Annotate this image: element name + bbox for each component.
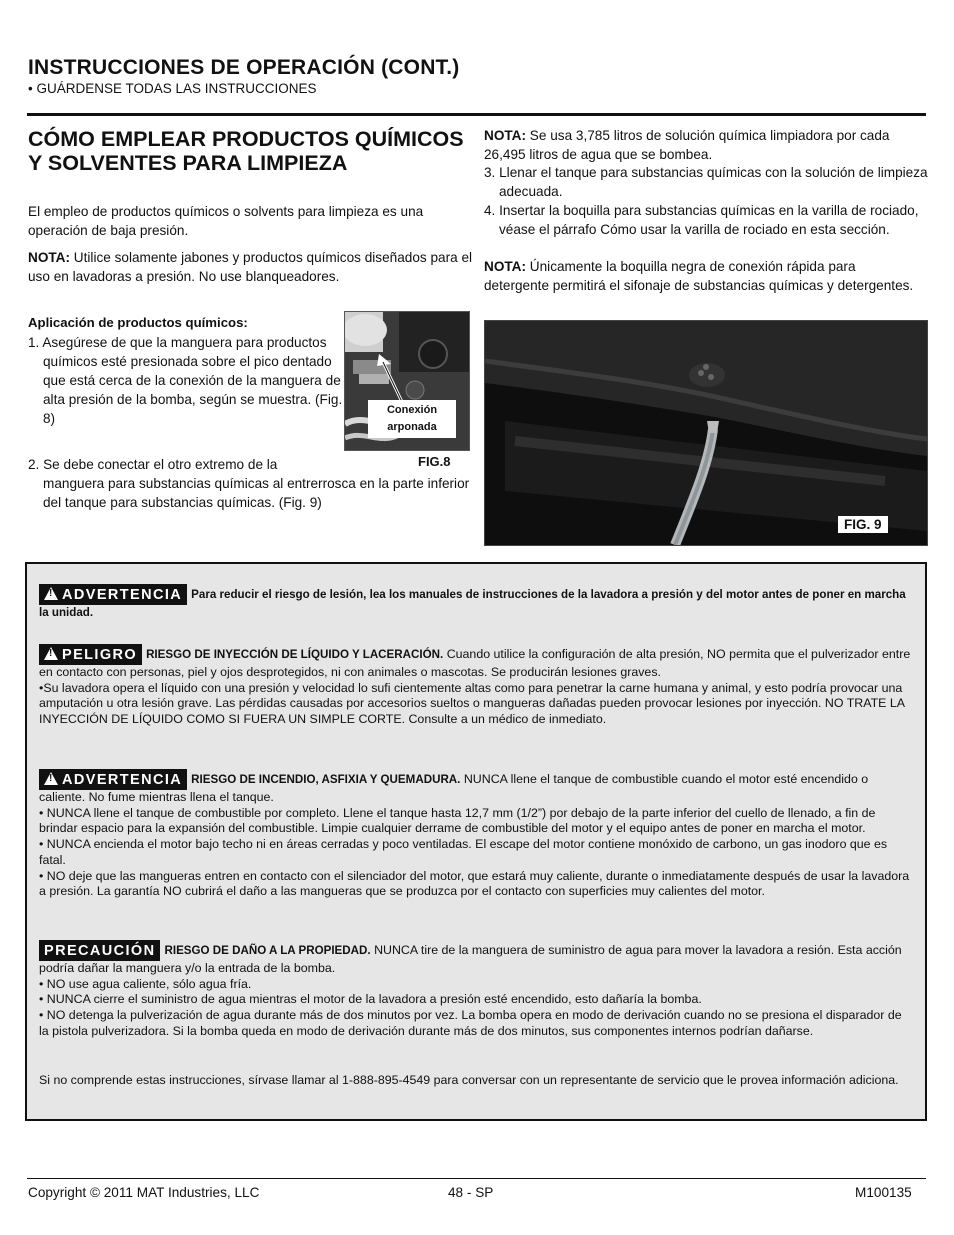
fig8-callout-line-2: arponada: [387, 421, 437, 433]
step-2: [28, 455, 473, 512]
footer-copyright: Copyright © 2011 MAT Industries, LLC: [28, 1185, 260, 1200]
warning-triangle-icon: !: [44, 647, 58, 660]
fig8-callout-label: [368, 400, 456, 438]
footer-document-code: M100135: [855, 1185, 912, 1200]
step-2-continuation: manguera para substancias químicas al entrerrosca en la parte inferior del tanque para substancias químicas. (Fig. 9): [43, 476, 470, 510]
badge-label: ADVERTENCIA: [62, 587, 183, 603]
precaucion-badge: [39, 940, 160, 961]
peligro-badge: [39, 644, 142, 665]
badge-label: PRECAUCIÓN: [44, 943, 156, 959]
fig8-caption: FIG.8: [418, 454, 451, 469]
fig9-caption: FIG. 9: [838, 516, 888, 533]
note-text: Únicamente la boquilla negra de conexión rápida para detergente permitirá el sifonaje de substancias químicas y detergentes.: [484, 259, 914, 293]
application-heading: Aplicación de productos químicos:: [28, 315, 248, 330]
advertencia-badge: [39, 584, 187, 605]
warning-text: Cuando utilice la configuración de alta presión, NO permita que el pulverizador entre en contacto con personas, piel y ojos desprotegidos, ni con animales o mascotas. Se producirán lesiones graves.: [39, 647, 911, 679]
warning-block-1: [39, 584, 911, 621]
warning-heading: RIESGO DE INYECCIÓN DE LÍQUIDO Y LACERACIÓN.: [146, 648, 444, 661]
note-label: NOTA:: [484, 259, 527, 274]
note-paragraph-3: [484, 257, 924, 295]
warning-text: NUNCA tire de la manguera de suministro de agua para mover la lavadora a resión. Esta acción podría dañar la manguera y/o la entrada de la bomba.: [39, 943, 902, 975]
note-label: NOTA:: [28, 250, 71, 265]
note-paragraph-1: [28, 248, 473, 286]
warning-bullet: • NUNCA llene el tanque de combustible por completo. Llene el tanque hasta 12,7 mm (1/2”) por debajo de la parte inferior del cuello de llenado, a fin de brindar espacio para la expansión del combustible. Limpie cualquier derrame de combustible del motor y el equipo antes de poner en marcha el motor.: [39, 805, 876, 836]
warning-bullet: • NUNCA encienda el motor bajo techo ni en áreas cerradas y poco ventiladas. El escape del motor contiene monóxido de carbono, un gas inodoro que es fatal.: [39, 837, 888, 867]
warning-text: Para reducir el riesgo de lesión, lea los manuales de instrucciones de la lavadora a presión y del motor antes de poner en marcha la unidad.: [39, 588, 906, 619]
note-text: Utilice solamente jabones y productos químicos diseñados para el uso en lavadoras a presión. No use blanqueadores.: [28, 250, 473, 284]
header-divider: [27, 113, 926, 116]
advertencia-badge: [39, 769, 187, 790]
warning-bullet: • NO use agua caliente, sólo agua fría.: [39, 976, 252, 991]
warning-block-4: [39, 940, 911, 1040]
warning-heading: RIESGO DE DAÑO A LA PROPIEDAD.: [164, 944, 371, 957]
badge-label: ADVERTENCIA: [62, 772, 183, 788]
footer-divider: [27, 1178, 926, 1179]
warning-bullet: • NUNCA cierre el suministro de agua mientras el motor de la lavadora a presión esté encendido, esto dañaría la bomba.: [39, 992, 702, 1007]
step-1: 1. Asegúrese de que la manguera para productos químicos esté presionada sobre el pico dentado que está cerca de la conexión de la manguera de alta presión de la bomba, según se muestra. (Fig. 8): [28, 335, 343, 426]
badge-label: PELIGRO: [62, 647, 138, 663]
page-header-subtitle: • GUÁRDENSE TODAS LAS INSTRUCCIONES: [28, 81, 317, 96]
fig9-illustration: [485, 321, 927, 545]
page-header-title: INSTRUCCIONES DE OPERACIÓN (CONT.): [28, 56, 460, 79]
intro-paragraph: El empleo de productos químicos o solvents para limpieza es una operación de baja presión.: [28, 204, 424, 238]
step-4: 4. Insertar la boquilla para substancias químicas en la varilla de rociado, véase el párrafo Cómo usar la varilla de rociado en esta sección.: [484, 203, 919, 237]
warning-heading: RIESGO DE INCENDIO, ASFIXIA Y QUEMADURA.: [191, 773, 461, 786]
warning-block-2: [39, 644, 911, 728]
note-text: Se usa 3,785 litros de solución química limpiadora por cada 26,495 litros de agua que se bombea.: [484, 128, 890, 162]
step-2-first-line: 2. Se debe conectar el otro extremo de la: [28, 457, 278, 472]
note-paragraph-2: [484, 126, 924, 164]
warning-bullet: • NO detenga la pulverización de agua durante más de dos minutos por vez. La bomba opera en modo de derivación cuando no se presiona el disparador de la pistola pulverizadora. Si la bomba queda en modo de derivación durante más de dos minutos, sus componentes internos podrían dañarse.: [39, 1008, 902, 1038]
warning-triangle-icon: !: [44, 587, 58, 600]
warning-bullet: •Su lavadora opera el líquido con una presión y velocidad lo sufi cientemente altas como para penetrar la carne humana y animal, y esto podría provocar una amputación u otra lesión grave. Las pérdidas causadas por accesorios sueltos o mangueras dañadas pueden provocar lesiones por inyección. NO TRATE LA INYECCIÓN DE LÍQUIDO COMO SI FUERA UN SIMPLE CORTE. Consulte a un médico de inmediato.: [39, 680, 905, 727]
fig8-callout-line-1: Conexión: [386, 404, 438, 416]
footer-page-number: 48 - SP: [448, 1185, 494, 1200]
warning-text: NUNCA llene el tanque de combustible cuando el motor esté encendido o caliente. No fume mientras llena el tanque.: [39, 772, 869, 804]
fig9-photo: [484, 320, 928, 546]
step-3: 3. Llenar el tanque para substancias químicas con la solución de limpieza adecuada.: [484, 165, 928, 199]
warning-bullet: • NO deje que las mangueras entren en contacto con el silenciador del motor, que estará muy caliente, durante o inmediatamente después de usar la lavadora a presión. La garantía NO cubrirá el daño a las mangueras que se produzca por el contacto con superficies muy calientes del motor.: [39, 868, 910, 899]
warning-triangle-icon: !: [44, 772, 58, 785]
note-label: NOTA:: [484, 128, 527, 143]
section-title: CÓMO EMPLEAR PRODUCTOS QUÍMICOS Y SOLVENTES PARA LIMPIEZA: [28, 127, 464, 175]
warning-block-3: [39, 769, 911, 900]
contact-note: Si no comprende estas instrucciones, sírvase llamar al 1-888-895-4549 para conversar con un representante de servicio que le provea información adiciona.: [39, 1073, 899, 1087]
